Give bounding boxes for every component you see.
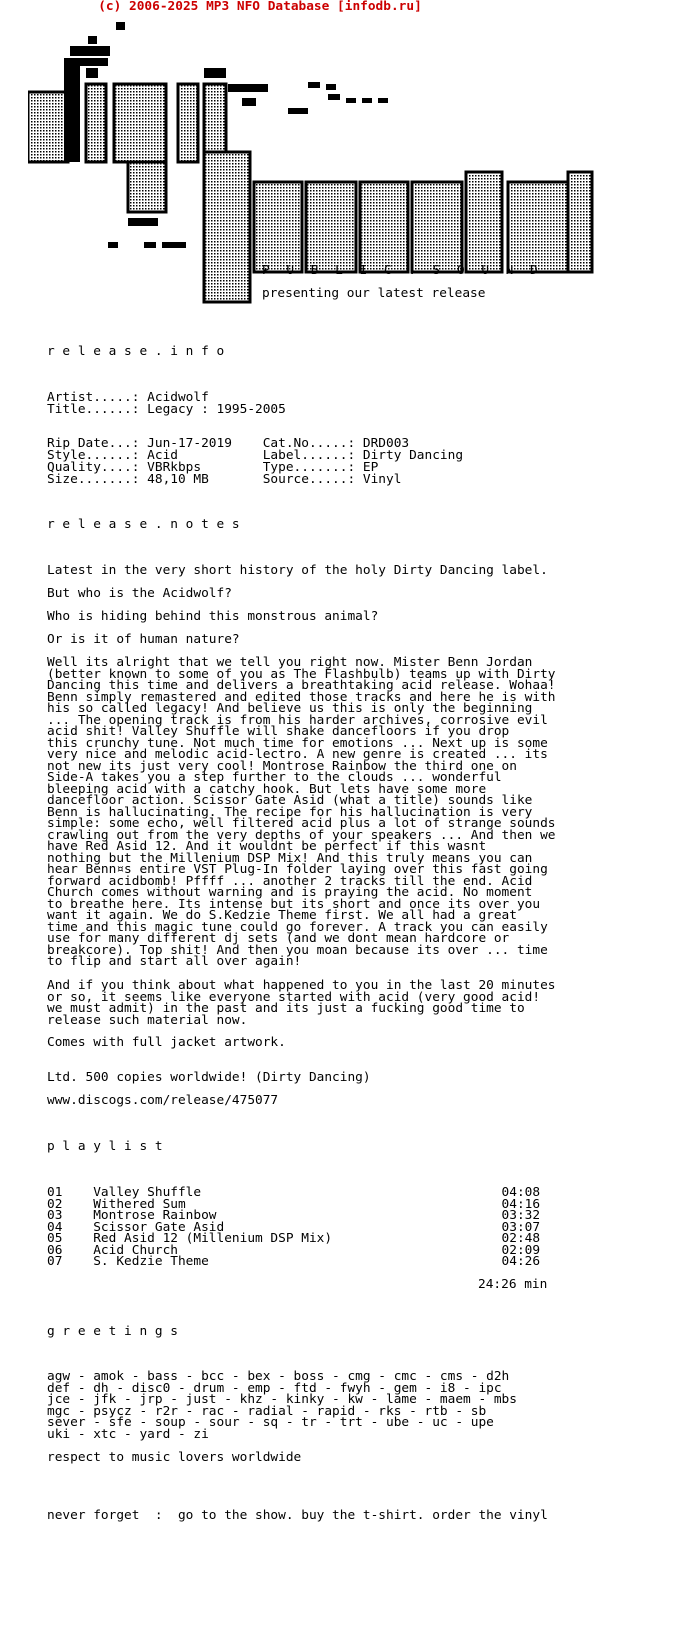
discogs-link[interactable]: www.discogs.com/release/475077 bbox=[47, 1093, 279, 1108]
notes-p2: But who is the Acidwolf? bbox=[47, 586, 232, 601]
greetings-list: agw - amok - bass - bcc - bex - boss - cmg - cmc - cms - d2h def - dh - disc0 - drum - emp - ftd - fwyh - gem - i8 - ipc jce - jfk - jrp - just - khz - kinky - kw - lame - maem - mbs mgc - psycz - r2r - rac - radial - rapid - rks - rtb - sb sever - sfe - soup - sour - sq - tr - trt - ube - uc - upe uki - xtc - yard - zi bbox=[47, 1369, 517, 1442]
notes-p6: And if you think about what happened to you in the last 20 minutes or so, it seems like everyone started with acid (very good acid! we must admit) in the past and its just a fucking good time to release such material now. bbox=[47, 978, 556, 1028]
notes-p8: Ltd. 500 copies worldwide! (Dirty Dancing) bbox=[47, 1070, 371, 1085]
section-release-info: r e l e a s e . i n f o bbox=[47, 344, 225, 359]
notes-p1: Latest in the very short history of the holy Dirty Dancing label. bbox=[47, 563, 548, 578]
never-forget-line: never forget : go to the show. buy the t-shirt. order the vinyl bbox=[47, 1508, 548, 1523]
playlist-tracks: 01 Valley Shuffle 04:08 02 Withered Sum 04:16 03 Montrose Rainbow 03:32 04 Scissor Gate Asid 03:07 05 Red Asid 12 (Millenium DSP Mix) 02:48 06 Acid Church 02:09 07 S. Kedzie Theme 04:26 bbox=[47, 1185, 541, 1270]
section-playlist: p l a y l i s t bbox=[47, 1139, 163, 1154]
presenting-line: presenting our latest release bbox=[262, 286, 486, 301]
respect-line: respect to music lovers worldwide bbox=[47, 1450, 302, 1465]
nfo-header: (c) 2006-2025 MP3 NFO Database [infodb.ru] bbox=[98, 0, 422, 14]
notes-p7: Comes with full jacket artwork. bbox=[47, 1035, 286, 1050]
release-details-block: Rip Date...: Jun-17-2019 Cat.No.....: DRD003 Style......: Acid Label......: Dirty Dancing Quality....: VBRkbps Type.......: EP Size.......: 48,10 MB Source.....: Vinyl bbox=[47, 436, 464, 487]
public-sound-label: P U B L I C . S O U N D bbox=[262, 263, 543, 278]
notes-p3: Who is hiding behind this monstrous animal? bbox=[47, 609, 379, 624]
section-greetings: g r e e t i n g s bbox=[47, 1324, 178, 1339]
section-release-notes: r e l e a s e . n o t e s bbox=[47, 517, 240, 532]
playlist-total: 24:26 min bbox=[478, 1277, 548, 1292]
artist-title-block: Artist.....: Acidwolf Title......: Legacy : 1995-2005 bbox=[47, 390, 286, 417]
notes-p4: Or is it of human nature? bbox=[47, 632, 240, 647]
notes-p5: Well its alright that we tell you right now. Mister Benn Jordan (better known to some of you as The Flashbulb) teams up with Dirty Dancing this time and delivers a breathtaking acid release. Wohaa! Benn simply remastered and edited those tracks and here he is with his so called legacy! And believe us this is only the beginning ... The opening track is from his harder archives, corrosive evil acid shit! Valley Shuffle will shake dancefloors if you drop this crunchy tune. Not much time for emotions ... Next up is some very nice and melodic acid-lectro. A new genre is created ... its not new its just very cool! Montrose Rainbow the third one on Side-A takes you a step further to the clouds ... wonderful bleeping acid with a catchy hook. But lets have some more dancefloor action. Scissor Gate Asid (what a title) sounds like Benn is hallucinating. The recipe for his hallucination is very simple: some echo, well filtered acid plus a lot of strange sounds crawling out from the very depths of your speakers ... And then we have Red Asid 12. And it wouldnt be perfect if this wasnt nothing but the Millenium DSP Mix! And this truly means you can hear Benn¤s entire VST Plug-In folder laying over this fast going forward acidbomb! Pffff ... another 2 tracks till the end. Acid Church comes without warning and is praying the acid. No moment to breathe here. Its intense but its short and once its over you want it again. We do S.Kedzie Theme first. We all had a great time and this magic tune could go forever. A track you can easily use for many different dj sets (and we dont mean hardcore or breakcore). Top shit! And then you moan because its over ... time to flip and start all over again! bbox=[47, 655, 556, 970]
